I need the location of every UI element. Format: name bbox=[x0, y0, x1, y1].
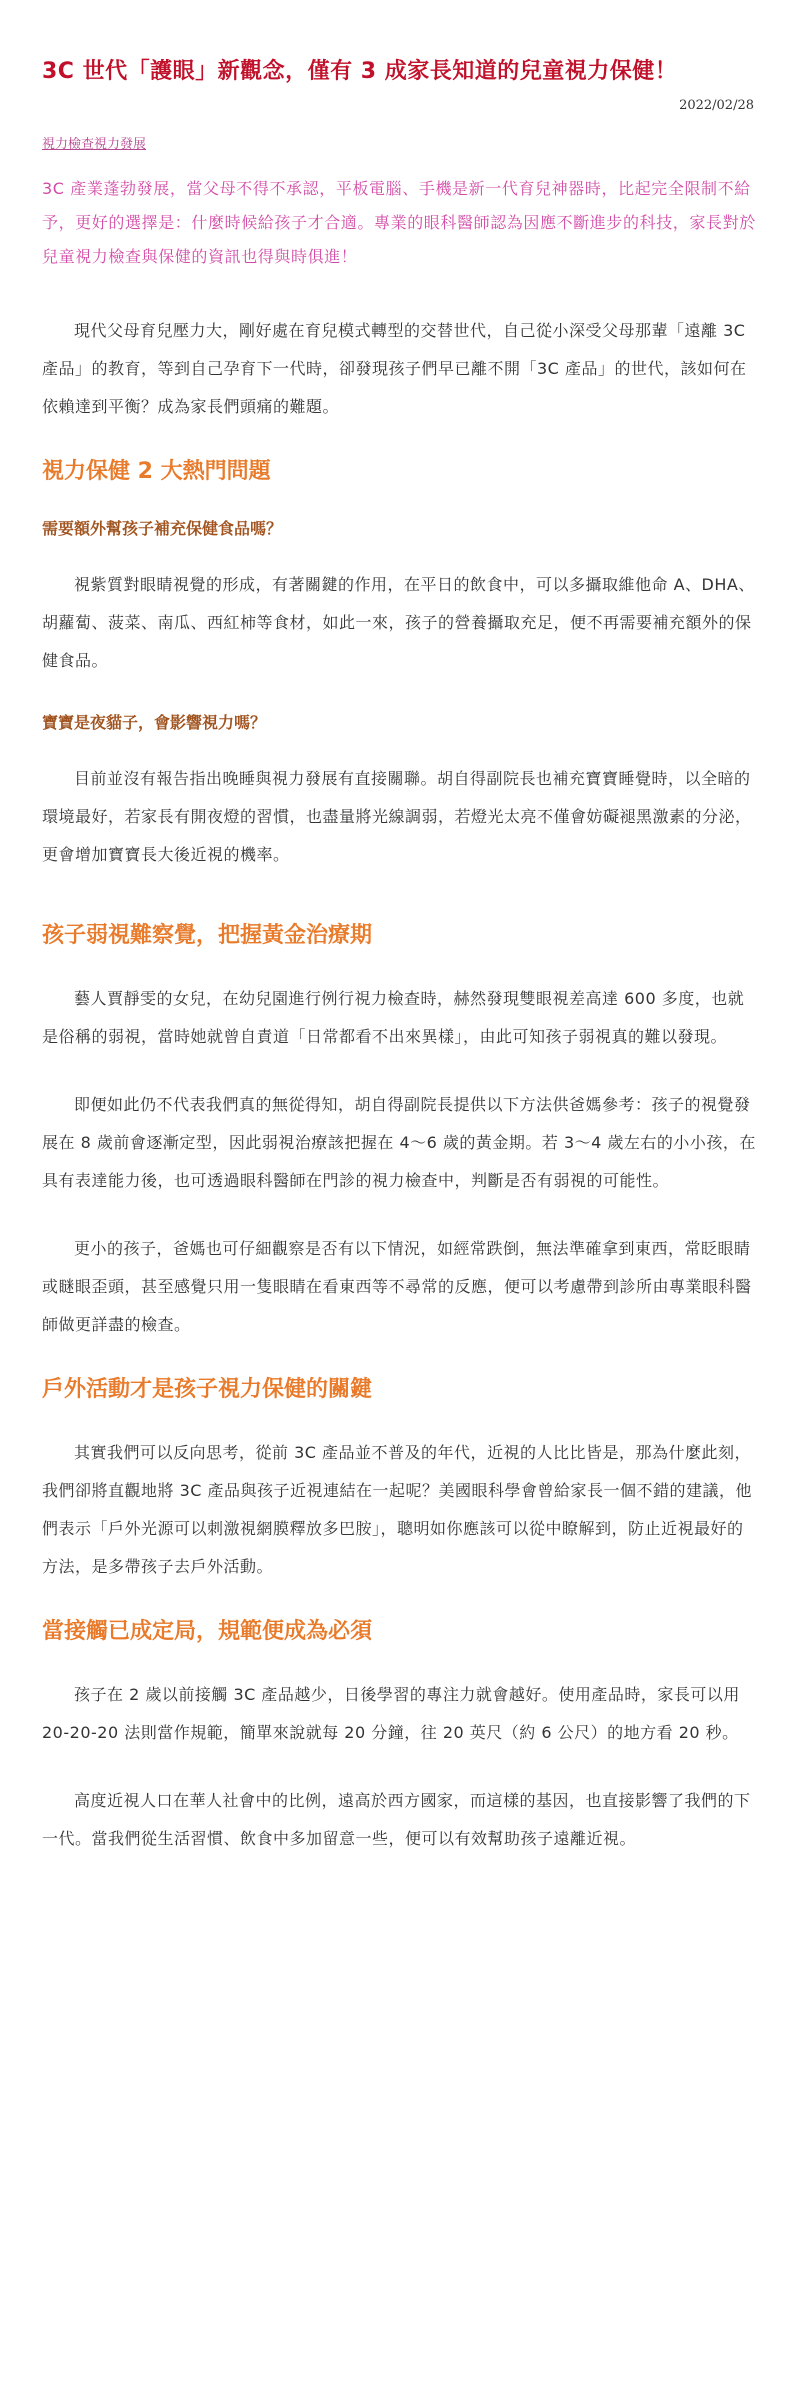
paragraph-rules-2: 高度近視人口在華人社會中的比例，遠高於西方國家，而這樣的基因，也直接影響了我們的下一代。當我們從生活習慣、飲食中多加留意一些，便可以有效幫助孩子遠離近視。 bbox=[42, 1791, 751, 1848]
category-link[interactable]: 視力檢查視力發展 bbox=[42, 137, 147, 152]
article-intro: 3C 產業蓬勃發展，當父母不得不承認，平板電腦、手機是新一代育兒神器時，比起完全限制不給予，更好的選擇是：什麼時候給孩子才合適。專業的眼科醫師認為因應不斷進步的科技，家長對於兒童視力檢查與保健的資訊也得與時俱進！ bbox=[42, 179, 756, 266]
paragraph-amblyopia-3: 更小的孩子，爸媽也可仔細觀察是否有以下情況，如經常跌倒，無法準確拿到東西，常眨眼睛或瞇眼歪頭，甚至感覺只用一隻眼睛在看東西等不尋常的反應，便可以考慮帶到診所由專業眼科醫師做更詳盡的檢查。 bbox=[42, 1239, 752, 1334]
paragraph-amblyopia-1: 藝人賈靜雯的女兒，在幼兒園進行例行視力檢查時，赫然發現雙眼視差高達 600 多度，也就是俗稱的弱視，當時她就曾自責道「日常都看不出來異樣」，由此可知孩子弱視真的難以發現。 bbox=[42, 989, 745, 1046]
paragraph-night-owl: 目前並沒有報告指出晚睡與視力發展有直接關聯。胡自得副院長也補充寶寶睡覺時，以全暗的環境最好，若家長有開夜燈的習慣，也盡量將光線調弱，若燈光太亮不僅會妨礙褪黑激素的分泌，更會增加寶寶長大後近視的機率。 bbox=[42, 769, 752, 864]
subheading-supplements: 需要額外幫孩子補充保健食品嗎？ bbox=[42, 519, 283, 538]
paragraph-outdoor: 其實我們可以反向思考，從前 3C 產品並不普及的年代，近視的人比比皆是，那為什麼此刻，我們卻將直觀地將 3C 產品與孩子近視連結在一起呢？美國眼科學會曾給家長一個不錯的建議，他們表示「戶外光源可以刺激視網膜釋放多巴胺」，聰明如你應該可以從中瞭解到，防止近視最好的方法，是多帶孩子去戶外活動。 bbox=[42, 1443, 753, 1576]
paragraph-supplements: 視紫質對眼睛視覺的形成，有著關鍵的作用，在平日的飲食中，可以多攝取維他命 A、DHA、胡蘿蔔、菠菜、南瓜、西紅柿等食材，如此一來，孩子的營養攝取充足，便不再需要補充額外的保健食品。 bbox=[42, 575, 755, 670]
paragraph-rules-1: 孩子在 2 歲以前接觸 3C 產品越少，日後學習的專注力就會越好。使用產品時，家長可以用 20-20-20 法則當作規範，簡單來說就每 20 分鐘，往 20 英尺（約 6 公尺）的地方看 20 秒。 bbox=[42, 1685, 740, 1742]
publish-date: 2022/02/28 bbox=[679, 98, 754, 113]
paragraph-amblyopia-2: 即便如此仍不代表我們真的無從得知，胡自得副院長提供以下方法供爸媽參考：孩子的視覺發展在 8 歲前會逐漸定型，因此弱視治療該把握在 4～6 歲的黃金期。若 3～4 歲左右的小小孩，在具有表達能力後，也可透過眼科醫師在門診的視力檢查中，判斷是否有弱視的可能性。 bbox=[42, 1095, 756, 1190]
subheading-night-owl: 寶寶是夜貓子，會影響視力嗎？ bbox=[42, 713, 267, 732]
paragraph-1: 現代父母育兒壓力大，剛好處在育兒模式轉型的交替世代，自己從小深受父母那輩「遠離 3C 產品」的教育，等到自己孕育下一代時，卻發現孩子們早已離不開「3C 產品」的世代，該如何在依賴達到平衡？成為家長們頭痛的難題。 bbox=[42, 321, 747, 416]
article-title: 3C 世代「護眼」新觀念，僅有 3 成家長知道的兒童視力保健！ bbox=[42, 59, 678, 84]
section-heading-eye-care-questions: 視力保健 2 大熱門問題 bbox=[42, 459, 271, 484]
section-heading-amblyopia: 孩子弱視難察覺，把握黃金治療期 bbox=[42, 923, 373, 948]
section-heading-outdoor: 戶外活動才是孩子視力保健的關鍵 bbox=[42, 1377, 373, 1402]
section-heading-rules: 當接觸已成定局，規範便成為必須 bbox=[42, 1619, 373, 1644]
